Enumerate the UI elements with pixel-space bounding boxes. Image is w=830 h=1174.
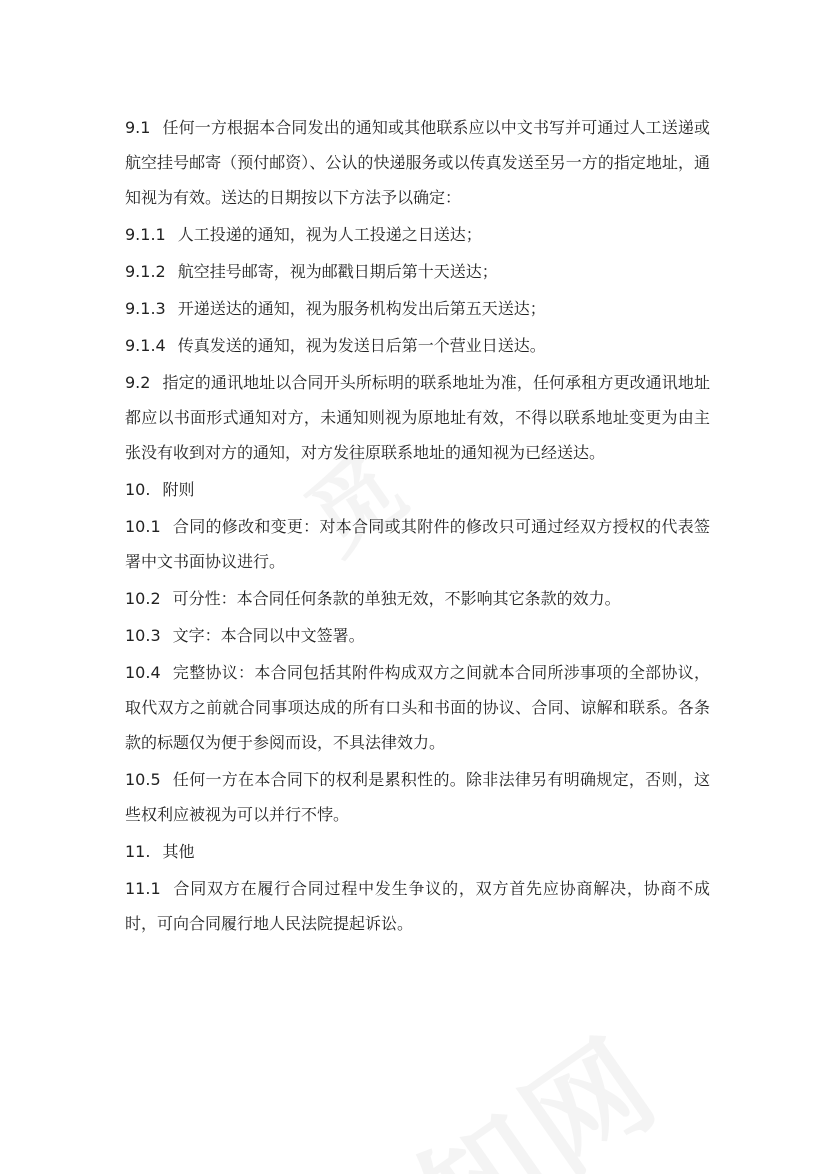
clause-10-3 <box>125 618 710 653</box>
clause-text: 附则 <box>162 480 195 499</box>
clause-9-1-3 <box>125 291 710 326</box>
clause-text: 合同双方在履行合同过程中发生争议的，双方首先应协商解决，协商不成时，可向合同履行地人民法院提起诉讼。 <box>125 879 710 933</box>
section-10-heading <box>125 472 710 507</box>
clause-number: 10.3 <box>125 626 161 645</box>
clause-number: 9.1 <box>125 118 151 137</box>
clause-text: 人工投递的通知，视为人工投递之日送达； <box>177 225 482 244</box>
clause-text: 其他 <box>162 842 195 861</box>
clause-9-2 <box>125 365 710 470</box>
clause-number: 10. <box>125 480 151 499</box>
clause-number: 10.5 <box>125 770 161 789</box>
clause-number: 9.1.3 <box>125 299 166 318</box>
clause-10-4 <box>125 655 710 760</box>
clause-number: 9.1.4 <box>125 336 166 355</box>
document-body <box>125 110 710 943</box>
clause-10-1 <box>125 509 710 579</box>
clause-number: 9.2 <box>125 373 151 392</box>
clause-number: 10.4 <box>125 663 161 682</box>
clause-text: 任何一方根据本合同发出的通知或其他联系应以中文书写并可通过人工送递或航空挂号邮寄（预付邮资）、公认的快递服务或以传真发送至另一方的指定地址，通知视为有效。送达的日期按以下方法予以确定： <box>125 118 710 207</box>
clause-text: 合同的修改和变更：对本合同或其附件的修改只可通过经双方授权的代表签署中文书面协议进行。 <box>125 517 710 571</box>
clause-text: 开递送达的通知，视为服务机构发出后第五天送达； <box>177 299 546 318</box>
clause-11-1 <box>125 871 710 941</box>
clause-text: 传真发送的通知，视为发送日后第一个营业日送达。 <box>177 336 546 355</box>
clause-9-1-4 <box>125 328 710 363</box>
clause-number: 10.2 <box>125 589 161 608</box>
clause-text: 航空挂号邮寄，视为邮戳日期后第十天送达； <box>177 262 498 281</box>
clause-text: 指定的通讯地址以合同开头所标明的联系地址为准，任何承租方更改通讯地址都应以书面形式通知对方，未通知则视为原地址有效，不得以联系地址变更为由主张没有收到对方的通知，对方发往原联系地址的通知视为已经送达。 <box>125 373 710 462</box>
clause-number: 10.1 <box>125 517 161 536</box>
clause-10-2 <box>125 581 710 616</box>
clause-text: 完整协议：本合同包括其附件构成双方之间就本合同所涉事项的全部协议，取代双方之前就合同事项达成的所有口头和书面的协议、合同、谅解和联系。各条款的标题仅为便于参阅而设，不具法律效力。 <box>125 663 710 752</box>
clause-number: 11.1 <box>125 879 161 898</box>
clause-10-5 <box>125 762 710 832</box>
clause-number: 9.1.2 <box>125 262 166 281</box>
clause-text: 可分性：本合同任何条款的单独无效，不影响其它条款的效力。 <box>172 589 621 608</box>
clause-9-1 <box>125 110 710 215</box>
clause-text: 文字：本合同以中文签署。 <box>172 626 365 645</box>
clause-text: 任何一方在本合同下的权利是累积性的。除非法律另有明确规定，否则，这些权利应被视为可以并行不悖。 <box>125 770 710 824</box>
watermark-bottom <box>275 990 688 1174</box>
clause-9-1-1 <box>125 217 710 252</box>
clause-number: 11. <box>125 842 151 861</box>
clause-number: 9.1.1 <box>125 225 166 244</box>
section-11-heading <box>125 834 710 869</box>
clause-9-1-2 <box>125 254 710 289</box>
